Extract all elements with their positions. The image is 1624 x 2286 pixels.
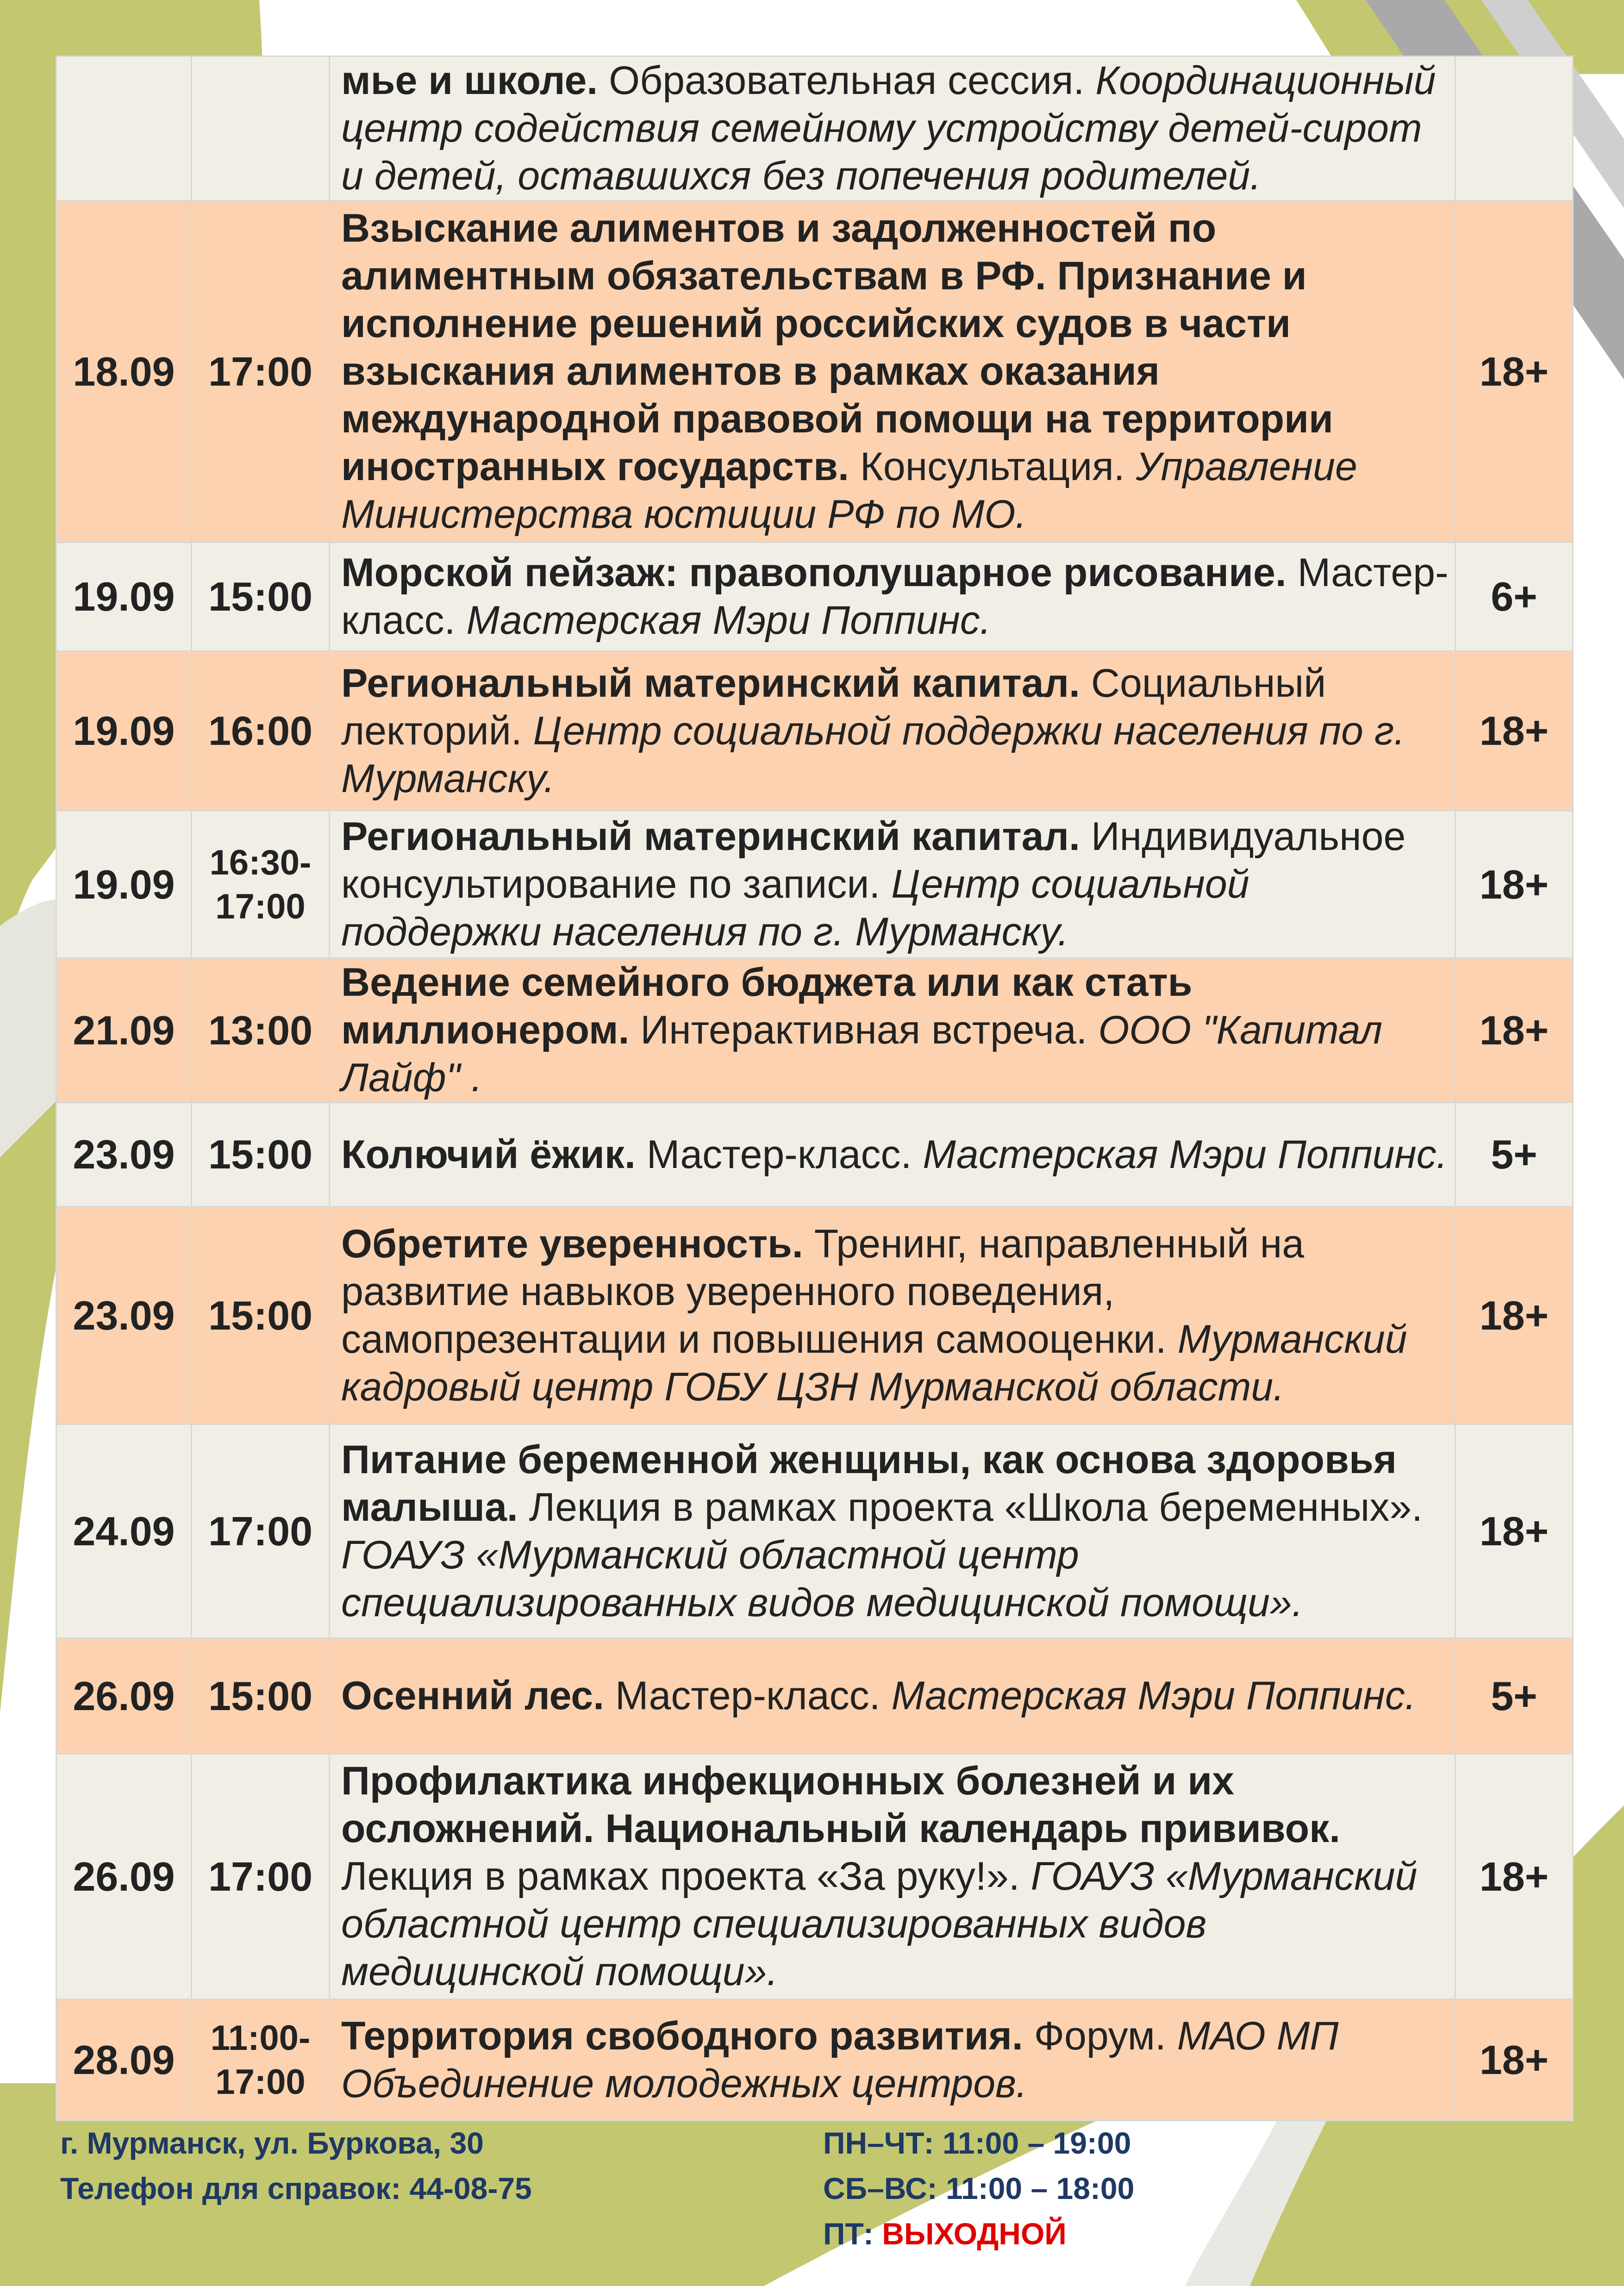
event-description: [330, 1999, 1455, 2121]
footer-phone: Телефон для справок: 44-08-75: [60, 2171, 532, 2205]
schedule-row: [56, 201, 1573, 543]
event-format: Тренинг, направленный на развитие навыков уверенного поведения, самопрезентации и повышения самооценки.: [341, 1221, 1305, 1362]
event-organizer: Мурманский кадровый центр ГОБУ ЦЗН Мурманской области.: [341, 1317, 1407, 1409]
hours-fri: [823, 2211, 1134, 2256]
schedule-row: [56, 1638, 1573, 1754]
event-date: 24.09: [56, 1424, 192, 1638]
event-time: 17:00: [192, 201, 330, 543]
event-organizer: Мастерская Мэри Поппинс.: [466, 598, 991, 643]
event-description: [330, 811, 1455, 958]
event-format: Консультация.: [849, 444, 1136, 489]
event-title: Территория свободного развития.: [341, 2013, 1023, 2058]
schedule-row: [56, 811, 1573, 958]
event-time: 17:00: [192, 1424, 330, 1638]
footer-opening-hours: [823, 2120, 1134, 2256]
schedule-row: [56, 543, 1573, 651]
event-age-rating: 18+: [1455, 958, 1573, 1103]
event-date: 23.09: [56, 1103, 192, 1207]
event-organizer: Центр социальной поддержки населения по г. Мурманску.: [341, 708, 1405, 801]
event-organizer: Мастерская Мэри Поппинс.: [891, 1674, 1416, 1718]
event-title: Колючий ёжик.: [341, 1132, 636, 1177]
schedule-row: [56, 958, 1573, 1103]
event-description: [330, 543, 1455, 651]
event-time: 13:00: [192, 958, 330, 1103]
events-schedule-table: [56, 56, 1574, 2121]
event-time: 15:00: [192, 1207, 330, 1424]
event-age-rating: 6+: [1455, 543, 1573, 651]
event-date: 21.09: [56, 958, 192, 1103]
event-title: Обретите уверенность.: [341, 1221, 803, 1266]
event-title: Ведение семейного бюджета или как стать миллионером.: [341, 960, 1193, 1052]
event-format: Мастер-класс.: [635, 1132, 923, 1177]
event-format: Форум.: [1023, 2013, 1177, 2058]
event-time: 17:00: [192, 1754, 330, 1999]
event-format: Образовательная сессия.: [598, 58, 1096, 103]
event-date: 26.09: [56, 1638, 192, 1754]
event-age-rating: 18+: [1455, 651, 1573, 811]
event-title: Региональный материнский капитал.: [341, 814, 1080, 859]
event-time: 15:00: [192, 1103, 330, 1207]
event-organizer: Управление Министерства юстиции РФ по МО.: [341, 444, 1357, 537]
event-date: [56, 56, 192, 201]
event-date: 26.09: [56, 1754, 192, 1999]
event-description: [330, 958, 1455, 1103]
event-organizer: ООО "Капитал Лайф" .: [341, 1008, 1383, 1100]
event-format: Мастер-класс.: [341, 550, 1449, 643]
event-organizer: Координационный центр содействия семейному устройству детей-сирот и детей, оставшихся без попечения родителей.: [341, 58, 1436, 198]
event-organizer: ГОАУЗ «Мурманский областной центр специализированных видов медицинской помощи».: [341, 1532, 1303, 1625]
event-title: Морской пейзаж: правополушарное рисование.: [341, 550, 1287, 595]
event-description: [330, 56, 1455, 201]
hours-days: ПН–ЧТ:: [823, 2126, 934, 2160]
event-age-rating: 5+: [1455, 1638, 1573, 1754]
event-title: мье и школе.: [341, 58, 598, 103]
hours-mon-thu: [823, 2120, 1134, 2166]
event-title: Профилактика инфекционных болезней и их осложнений. Национальный календарь прививок.: [341, 1759, 1341, 1851]
event-format: Мастер-класс.: [604, 1674, 892, 1718]
event-date: 18.09: [56, 201, 192, 543]
event-title: Взыскание алиментов и задолженностей по алиментным обязательствам в РФ. Признание и исполнение решений российских судов в части взыскания алиментов в рамках оказания международной правовой помощи на территории иностранных государств.: [341, 206, 1333, 489]
event-title: Питание беременной женщины, как основа здоровья малыша.: [341, 1437, 1397, 1530]
event-date: 19.09: [56, 811, 192, 958]
event-time: 15:00: [192, 1638, 330, 1754]
schedule-row: [56, 1424, 1573, 1638]
hours-value: 11:00 – 19:00: [942, 2126, 1131, 2160]
event-format: Лекция в рамках проекта «Школа беременных».: [518, 1485, 1423, 1530]
event-description: [330, 1638, 1455, 1754]
event-format: Индивидуальное консультирование по записи.: [341, 814, 1406, 906]
event-age-rating: [1455, 56, 1573, 201]
event-time: 16:00: [192, 651, 330, 811]
event-time: [192, 56, 330, 201]
event-organizer: Мастерская Мэри Поппинс.: [923, 1132, 1448, 1177]
event-format: Интерактивная встреча.: [629, 1008, 1099, 1052]
schedule-row: [56, 56, 1573, 201]
event-description: [330, 1103, 1455, 1207]
event-description: [330, 1754, 1455, 1999]
event-age-rating: 18+: [1455, 811, 1573, 958]
event-age-rating: 5+: [1455, 1103, 1573, 1207]
event-format: Социальный лекторий.: [341, 661, 1326, 753]
event-title: Осенний лес.: [341, 1674, 604, 1718]
event-format: Лекция в рамках проекта «За руку!».: [341, 1854, 1031, 1899]
day-off-label: ВЫХОДНОЙ: [882, 2217, 1067, 2251]
event-age-rating: 18+: [1455, 1754, 1573, 1999]
hours-value: 11:00 – 18:00: [945, 2171, 1135, 2205]
schedule-row: [56, 651, 1573, 811]
footer-address: г. Мурманск, ул. Буркова, 30: [60, 2126, 484, 2160]
schedule-row: [56, 1103, 1573, 1207]
event-description: [330, 651, 1455, 811]
event-age-rating: 18+: [1455, 1424, 1573, 1638]
event-description: [330, 1424, 1455, 1638]
event-age-rating: 18+: [1455, 1999, 1573, 2121]
hours-days: ПТ:: [823, 2217, 874, 2251]
event-time: 11:00-17:00: [192, 1999, 330, 2121]
schedule-row: [56, 1999, 1573, 2121]
event-age-rating: 18+: [1455, 201, 1573, 543]
schedule-row: [56, 1754, 1573, 1999]
event-date: 23.09: [56, 1207, 192, 1424]
footer-contacts: [60, 2120, 532, 2211]
event-time: 16:30-17:00: [192, 811, 330, 958]
event-date: 28.09: [56, 1999, 192, 2121]
event-description: [330, 201, 1455, 543]
hours-days: СБ–ВС:: [823, 2171, 937, 2205]
event-age-rating: 18+: [1455, 1207, 1573, 1424]
event-title: Региональный материнский капитал.: [341, 661, 1080, 706]
event-organizer: ГОАУЗ «Мурманский областной центр специализированных видов медицинской помощи».: [341, 1854, 1418, 1994]
hours-sat-sun: [823, 2166, 1134, 2211]
event-time: 15:00: [192, 543, 330, 651]
schedule-row: [56, 1207, 1573, 1424]
event-description: [330, 1207, 1455, 1424]
event-organizer: Центр социальной поддержки населения по г. Мурманску.: [341, 862, 1249, 954]
event-date: 19.09: [56, 543, 192, 651]
event-organizer: МАО МП Объединение молодежных центров.: [341, 2013, 1339, 2106]
event-date: 19.09: [56, 651, 192, 811]
